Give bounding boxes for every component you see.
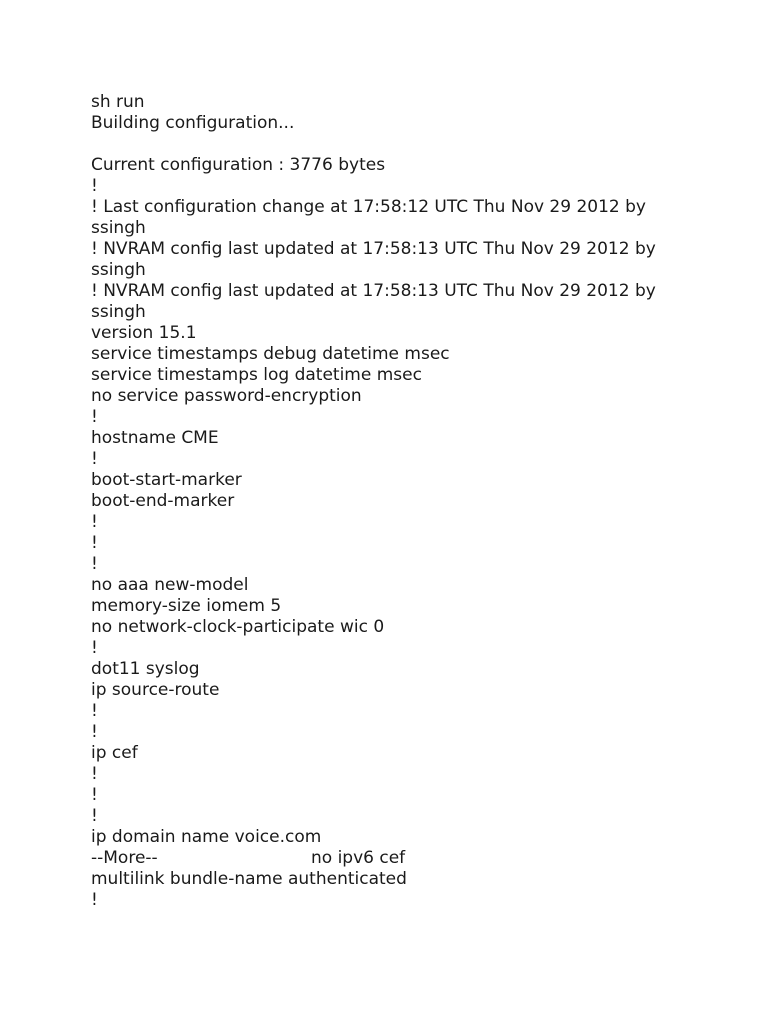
config-line: ssingh: [91, 218, 146, 238]
config-line: ! NVRAM config last updated at 17:58:13 UTC Thu Nov 29 2012 by: [91, 239, 656, 259]
config-line: multilink bundle-name authenticated: [91, 869, 407, 889]
config-line: boot-start-marker: [91, 470, 242, 490]
config-line: !: [91, 449, 98, 469]
config-line: Current configuration : 3776 bytes: [91, 155, 386, 175]
config-line: !: [91, 176, 98, 196]
config-line: dot11 syslog: [91, 659, 200, 679]
config-line: ip domain name voice.com: [91, 827, 322, 847]
config-line: no network-clock-participate wic 0: [91, 617, 385, 637]
config-line: no service password-encryption: [91, 386, 362, 406]
config-line: !: [91, 512, 98, 532]
config-line: service timestamps debug datetime msec: [91, 344, 450, 364]
config-line: ! Last configuration change at 17:58:12 UTC Thu Nov 29 2012 by: [91, 197, 646, 217]
config-line: no aaa new-model: [91, 575, 249, 595]
config-line: boot-end-marker: [91, 491, 235, 511]
config-line: !: [91, 701, 98, 721]
config-line: ssingh: [91, 260, 146, 280]
config-line: sh run: [91, 92, 145, 112]
more-trailing-text: no ipv6 cef: [311, 848, 406, 868]
more-prompt-line: [91, 848, 751, 869]
config-line: service timestamps log datetime msec: [91, 365, 422, 385]
running-config-text: [91, 92, 751, 911]
config-line: !: [91, 764, 98, 784]
config-line: ip cef: [91, 743, 138, 763]
config-line: [91, 134, 751, 155]
config-line: !: [91, 890, 98, 910]
config-line: ip source-route: [91, 680, 220, 700]
config-line: !: [91, 407, 98, 427]
config-line: ssingh: [91, 302, 146, 322]
config-line: memory-size iomem 5: [91, 596, 282, 616]
config-line: Building configuration...: [91, 113, 295, 133]
config-line: ! NVRAM config last updated at 17:58:13 UTC Thu Nov 29 2012 by: [91, 281, 656, 301]
config-line: !: [91, 806, 98, 826]
config-line: !: [91, 533, 98, 553]
config-line: hostname CME: [91, 428, 219, 448]
config-line: version 15.1: [91, 323, 197, 343]
config-line: !: [91, 554, 98, 574]
config-line: !: [91, 638, 98, 658]
config-line: !: [91, 785, 98, 805]
more-prompt: --More--: [91, 848, 158, 868]
config-line: !: [91, 722, 98, 742]
